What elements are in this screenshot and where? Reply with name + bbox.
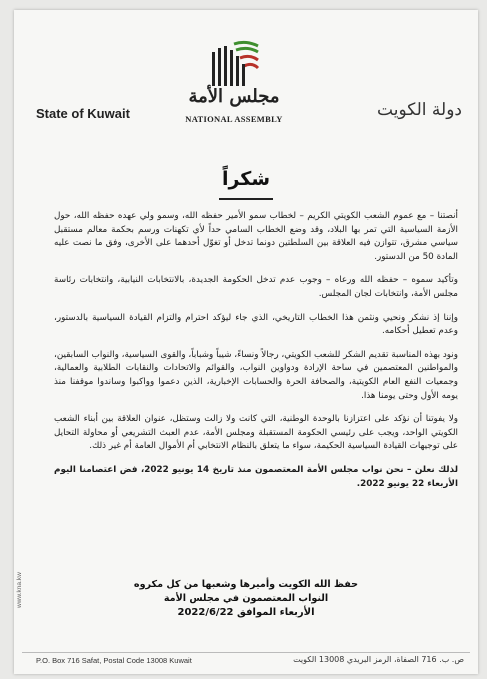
footer-address-english: P.O. Box 716 Safat, Postal Code 13008 Kuwait bbox=[36, 656, 192, 665]
side-website-url: www.kna.kw bbox=[16, 572, 23, 608]
document-title: شكراً bbox=[221, 168, 271, 190]
document-body bbox=[54, 210, 458, 501]
state-name-english: State of Kuwait bbox=[36, 106, 130, 121]
closing-block bbox=[14, 578, 478, 620]
footer-address-arabic: ص. ب. 716 الصفاة، الرمز البريدي 13008 الكويت bbox=[293, 655, 464, 664]
letterhead bbox=[14, 10, 478, 138]
final-paragraph: لذلك نعلن – نحن نواب مجلس الأمة المعتصمون منذ تاريخ 14 يونيو 2022، فض اعتصامنا اليوم الأربعاء 22 يونيو 2022. bbox=[54, 464, 458, 489]
document-page bbox=[14, 10, 478, 674]
state-name-arabic: دولة الكويت bbox=[377, 100, 462, 120]
paragraph: وتأكيد سموه – حفظه الله ورعاه – وجوب عدم تدخل الحكومة الجديدة، بالانتخابات النيابية، وانتخابات رئاسة مجلس الأمة، وانتخابات لجان المجلس. bbox=[54, 275, 458, 299]
closing-line: حفظ الله الكويت وأميرها وشعبها من كل مكروه bbox=[133, 579, 359, 590]
paragraph: ولا يفوتنا أن نؤكد على اعتزازنا بالوحدة الوطنية، التي كانت ولا زالت وستظل، عنوان العلاقة بين أبناء الشعب الكويتي الواحد، ويجب على رئيسي الحكومة المستقبلة ومجلس الأمة، عدم العبث التشريعي أو محاولة التحايل على توجيهات القيادة السياسية الحكيمة، سواء ما يتعلق بالنظام الانتخابي أم الأموال العامة أم غير ذلك. bbox=[54, 414, 458, 452]
paragraph: وإننا إذ نشكر ونحيي ونثمن هذا الخطاب التاريخي، الذي جاء ليؤكد احترام والتزام القيادة السياسية بالدستور، وعدم تعطيل أحكامه. bbox=[54, 312, 458, 337]
title-underline bbox=[219, 198, 273, 200]
closing-date: الأربعاء الموافق 2022/6/22 bbox=[177, 607, 315, 618]
signature-line: النواب المعتصمون في مجلس الأمة bbox=[163, 593, 329, 604]
national-assembly-emblem-icon bbox=[204, 36, 262, 88]
paragraph: أنصتنا – مع عموم الشعب الكويتي الكريم – لخطاب سمو الأمير حفظه الله، وسمو ولي عهده حفظه الله، حول الأزمة السياسية التي تمر بها البلاد، وقد وضع الخطاب السامي حداً لأي تكهنات ورسم بحكمة معالم مستقبل سياسي مشرق، تتوازن فيه العلاقة بين السلطتين دونما تدخل أو تغوّل أحدهما على الأخرى، وفق ما نصت عليه المادة 50 من الدستور. bbox=[54, 211, 458, 262]
paragraph: ونود بهذه المناسبة تقديم الشكر للشعب الكويتي، رجالاً ونساءً، شيباً وشباباً، والقوى السياسية، والنواب السابقين، والمواطنين المعتصمين في ساحة الإرادة ودواوين النواب، والقوائم والاتحادات والنقابات الطلابية والعمالية، وجمعيات النفع العام الكويتية، والصحافة الحرة والحسابات الإخبارية، الذين دعموا وواكبوا وساندوا موقفنا منذ يومه الأول وحتى يومنا هذا. bbox=[54, 349, 458, 401]
logo-arabic-name: مجلس الأمة bbox=[188, 86, 280, 107]
footer-divider bbox=[22, 652, 470, 653]
logo-english-name: NATIONAL ASSEMBLY bbox=[185, 114, 283, 124]
